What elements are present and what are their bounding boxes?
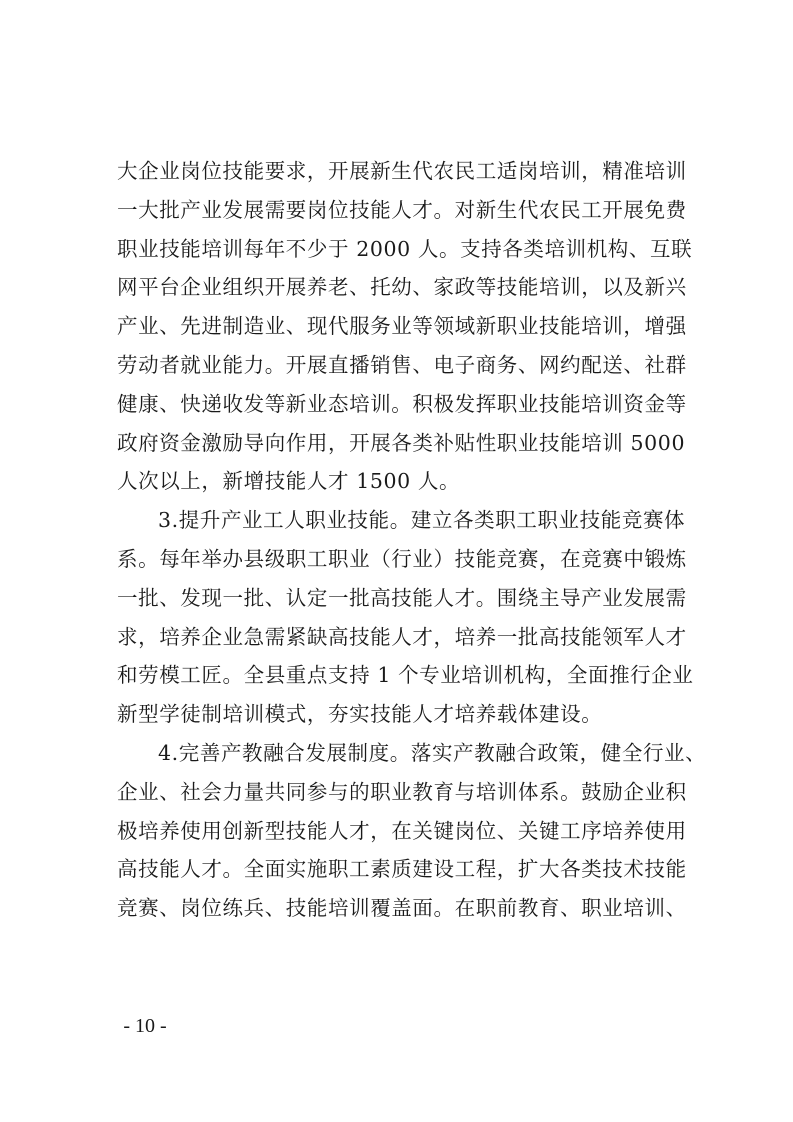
text-line: 一批、发现一批、认定一批高技能人才。围绕主导产业发展需 [117, 585, 687, 610]
text-line: 政府资金激励导向作用，开展各类补贴性职业技能培训 5000 [117, 430, 686, 455]
text-line: 产业、先进制造业、现代服务业等领域新职业技能培训，增强 [117, 314, 687, 339]
text-line: 高技能人才。全面实施职工素质建设工程，扩大各类技术技能 [117, 857, 687, 882]
text-line: 系。每年举办县级职工职业（行业）技能竞赛，在竞赛中锻炼 [117, 546, 687, 571]
text-line: 求，培养企业急需紧缺高技能人才，培养一批高技能领军人才 [117, 624, 687, 649]
text-line: 健康、快递收发等新业态培训。积极发挥职业技能培训资金等 [117, 391, 687, 416]
text-line: 新型学徒制培训模式，夯实技能人才培养载体建设。 [117, 702, 603, 727]
text-line: 人次以上，新增技能人才 1500 人。 [117, 469, 461, 494]
body-text [117, 152, 707, 928]
text-line: 职业技能培训每年不少于 2000 人。支持各类培训机构、互联 [117, 236, 693, 261]
text-line: 企业、社会力量共同参与的职业教育与培训体系。鼓励企业积 [117, 779, 687, 804]
paragraph-heading-line: 3.提升产业工人职业技能。建立各类职工职业技能竞赛体 [158, 508, 686, 533]
text-line: 和劳模工匠。全县重点支持 1 个专业培训机构，全面推行企业 [117, 663, 694, 688]
text-line: 劳动者就业能力。开展直播销售、电子商务、网约配送、社群 [117, 352, 687, 377]
text-line: 极培养使用创新型技能人才，在关键岗位、关键工序培养使用 [117, 818, 687, 843]
text-line: 一大批产业发展需要岗位技能人才。对新生代农民工开展免费 [117, 197, 687, 222]
page-number: - 10 - [123, 1015, 167, 1037]
text-line: 大企业岗位技能要求，开展新生代农民工适岗培训，精准培训 [117, 159, 687, 183]
paragraph-heading-line: 4.完善产教融合发展制度。落实产教融合政策，健全行业、 [158, 740, 707, 765]
text-line: 网平台企业组织开展养老、托幼、家政等技能培训，以及新兴 [117, 275, 687, 300]
text-line: 竞赛、岗位练兵、技能培训覆盖面。在职前教育、职业培训、 [117, 896, 687, 921]
